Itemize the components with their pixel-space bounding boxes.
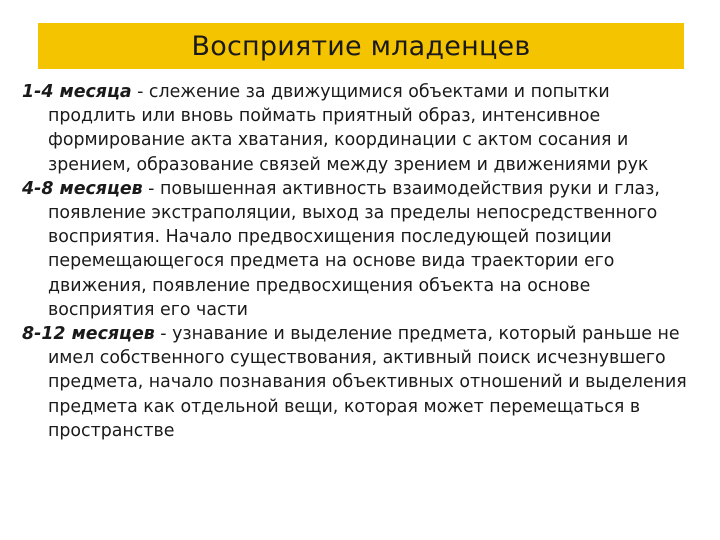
age-term: 4-8 месяцев [22,178,143,199]
paragraph-text: - повышенная активность взаимодействия руки и глаз, появление экстраполяции, выход за пределы непосредственного восприятия. Начало предвосхищения последующей позиции перемещающегося предмета на основе вида траектории его движения, появление предвосхищения объекта на основе восприятия его части [48,178,660,320]
age-term: 8-12 месяцев [22,324,155,345]
paragraph-text: - слежение за движущимися объектами и попытки продлить или вновь поймать приятный образ, интенсивное формирование акта хватания, координации с актом сосания и зрением, образование связей между зрением и движениями рук [48,82,649,175]
title-bar [38,23,684,69]
paragraph-8-12-months [22,322,702,443]
paragraph-1-4-months [22,80,702,177]
slide-body [22,80,702,443]
age-term: 1-4 месяца [22,82,132,102]
slide-title: Восприятие младенцев [191,30,531,62]
paragraph-text: - узнавание и выделение предмета, который раньше не имел собственного существования, активный поиск исчезнувшего предмета, начало познавания объективных отношений и выделения предмета как отдельной вещи, которая может перемещаться в пространстве [48,324,687,441]
paragraph-4-8-months [22,177,702,322]
